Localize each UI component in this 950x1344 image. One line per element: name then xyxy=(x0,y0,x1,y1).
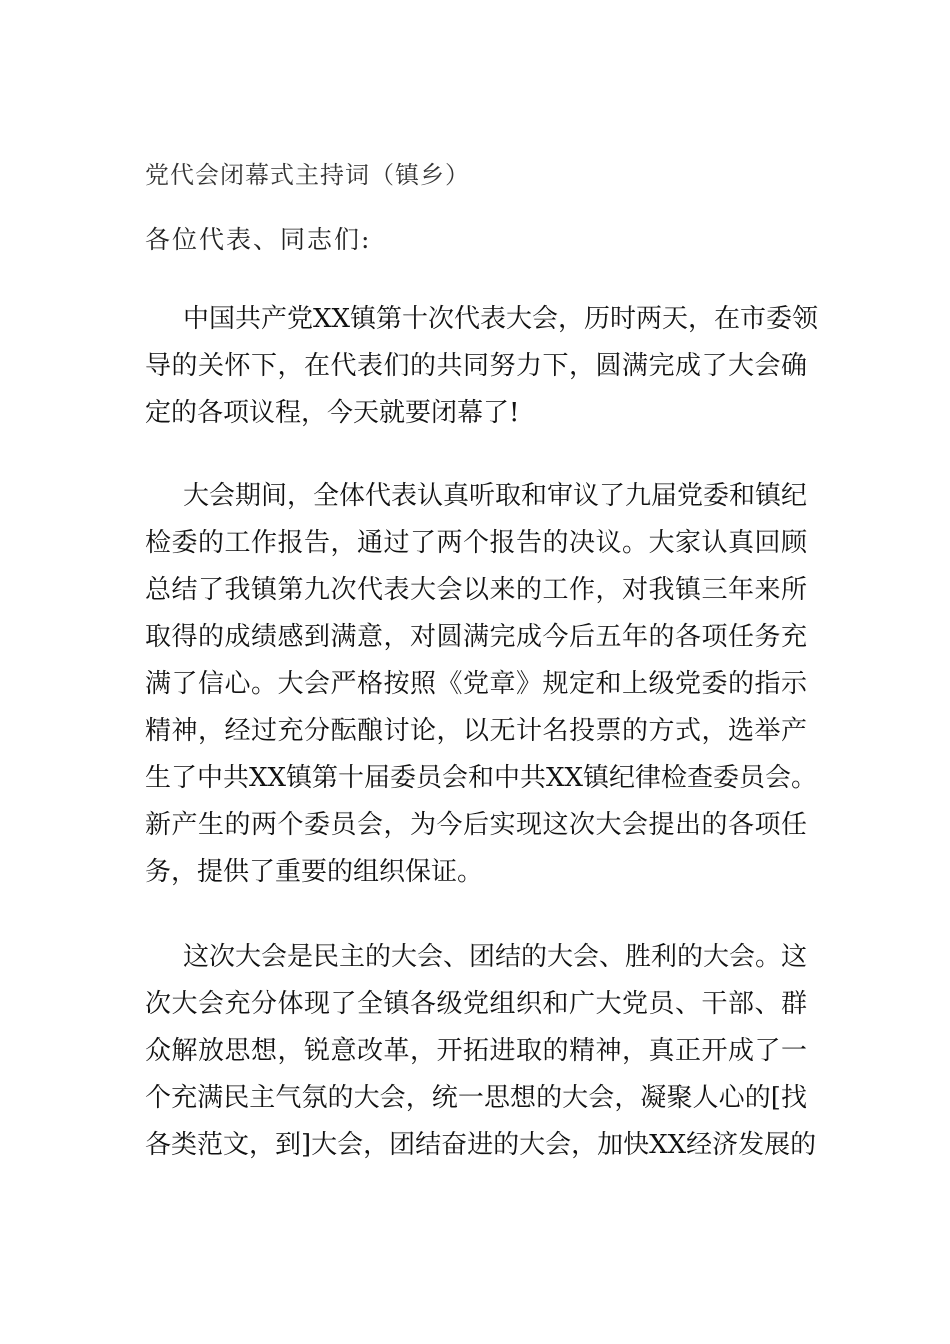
paragraph-summary xyxy=(145,934,817,1169)
paragraph-line: 务，提供了重要的组织保证。 xyxy=(145,857,484,887)
paragraph-line: 新产生的两个委员会，为今后实现这次大会提出的各项任 xyxy=(145,810,807,840)
paragraph-line: 总结了我镇第九次代表大会以来的工作，对我镇三年来所 xyxy=(145,575,807,605)
paragraph-line: 次大会充分体现了全镇各级党组织和广大党员、干部、群 xyxy=(145,989,807,1019)
salutation: 各位代表、同志们: xyxy=(145,225,372,254)
paragraph-line: 中国共产党XX镇第十次代表大会，历时两天，在市委领 xyxy=(183,304,819,334)
paragraph-line: 定的各项议程，今天就要闭幕了! xyxy=(145,398,520,428)
paragraph-line: 个充满民主气氛的大会，统一思想的大会，凝聚人心的[找 xyxy=(145,1083,807,1113)
paragraph-line: 各类范文，到]大会，团结奋进的大会，加快XX经济发展的 xyxy=(145,1130,817,1160)
paragraph-line: 满了信心。大会严格按照《党章》规定和上级党委的指示 xyxy=(145,669,807,699)
paragraph-line: 众解放思想，锐意改革，开拓进取的精神，真正开成了一 xyxy=(145,1036,807,1066)
paragraph-line: 检委的工作报告，通过了两个报告的决议。大家认真回顾 xyxy=(145,528,807,558)
document-title: 党代会闭幕式主持词（镇乡） xyxy=(145,161,470,189)
paragraph-review xyxy=(145,473,818,896)
paragraph-line: 这次大会是民主的大会、团结的大会、胜利的大会。这 xyxy=(183,942,808,972)
paragraph-line: 生了中共XX镇第十届委员会和中共XX镇纪律检查委员会。 xyxy=(145,763,818,793)
paragraph-line: 精神，经过充分酝酿讨论，以无计名投票的方式，选举产 xyxy=(145,716,807,746)
paragraph-line: 取得的成绩感到满意，对圆满完成今后五年的各项任务充 xyxy=(145,622,807,652)
paragraph-line: 导的关怀下，在代表们的共同努力下，圆满完成了大会确 xyxy=(145,351,807,381)
paragraph-line: 大会期间，全体代表认真听取和审议了九届党委和镇纪 xyxy=(183,481,808,511)
paragraph-opening xyxy=(145,296,819,437)
